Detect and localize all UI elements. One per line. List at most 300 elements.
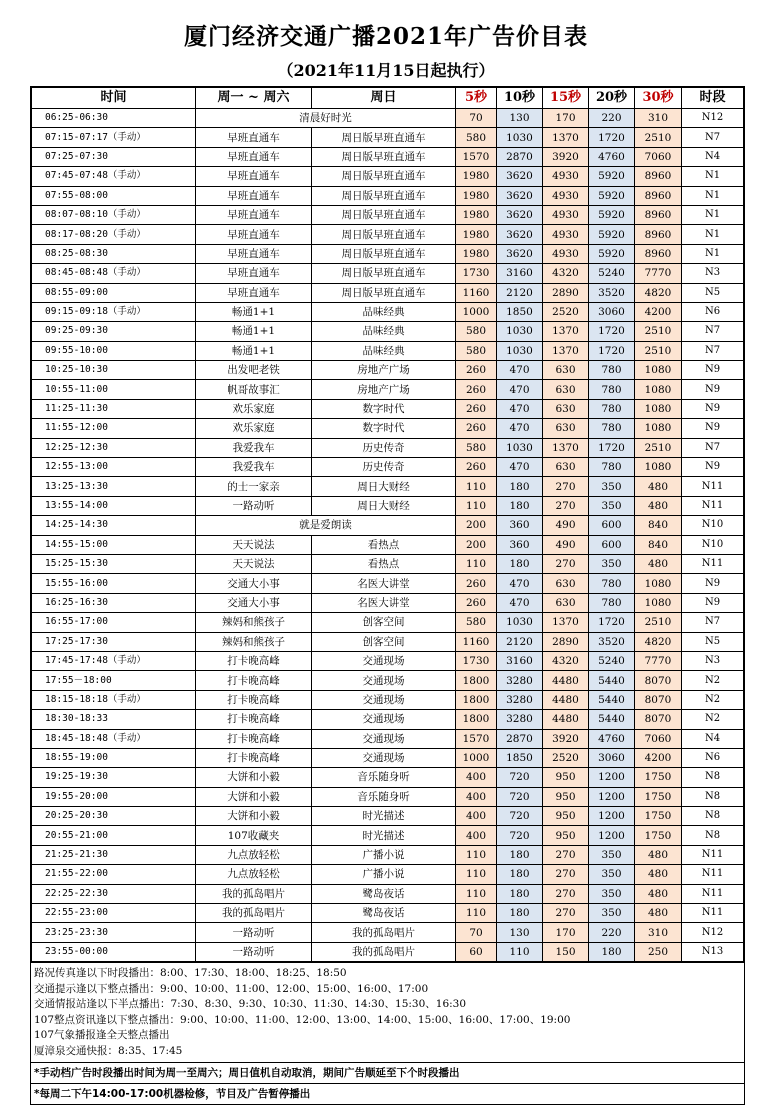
weekday-program-cell: 九点放轻松	[196, 845, 312, 864]
weekday-program-cell: 早班直通车	[196, 128, 312, 147]
table-row	[32, 535, 744, 554]
table-row	[32, 768, 744, 787]
price-sheet	[30, 86, 745, 1105]
table-row	[32, 748, 744, 767]
slot-code-cell: N7	[682, 128, 744, 147]
table-row	[32, 419, 744, 438]
time-cell: 07:55-08:00	[32, 186, 196, 205]
price-cell: 630	[543, 380, 589, 399]
table-row	[32, 904, 744, 923]
sunday-program-cell: 时光描述	[312, 807, 456, 826]
price-cell: 3520	[589, 283, 635, 302]
price-cell: 8960	[635, 244, 682, 263]
time-cell: 07:15-07:17（手动）	[32, 128, 196, 147]
weekday-program-cell: 107收藏夹	[196, 826, 312, 845]
price-cell: 7770	[635, 264, 682, 283]
price-cell: 1030	[497, 613, 543, 632]
price-cell: 1850	[497, 302, 543, 321]
slot-code-cell: N10	[682, 516, 744, 535]
weekday-program-cell: 一路动听	[196, 942, 312, 961]
price-cell: 470	[497, 399, 543, 418]
price-cell: 480	[635, 477, 682, 496]
price-cell: 1370	[543, 438, 589, 457]
time-cell: 17:45-17:48（手动）	[32, 651, 196, 670]
table-row	[32, 632, 744, 651]
price-cell: 110	[456, 554, 497, 573]
slot-code-cell: N12	[682, 923, 744, 942]
price-cell: 180	[589, 942, 635, 961]
price-cell: 720	[497, 768, 543, 787]
sunday-program-cell: 周日版早班直通车	[312, 167, 456, 186]
weekday-program-cell: 辣妈和熊孩子	[196, 632, 312, 651]
header-5s: 5秒	[456, 88, 497, 109]
price-cell: 1800	[456, 690, 497, 709]
price-cell: 1730	[456, 264, 497, 283]
sunday-program-cell: 鹭岛夜话	[312, 904, 456, 923]
price-cell: 480	[635, 904, 682, 923]
price-cell: 8070	[635, 671, 682, 690]
price-cell: 1750	[635, 826, 682, 845]
time-cell: 08:25-08:30	[32, 244, 196, 263]
table-row	[32, 671, 744, 690]
time-cell: 16:25-16:30	[32, 593, 196, 612]
footer-notes	[31, 1062, 744, 1104]
table-row	[32, 651, 744, 670]
price-cell: 260	[456, 361, 497, 380]
slot-code-cell: N8	[682, 826, 744, 845]
price-cell: 1030	[497, 341, 543, 360]
slot-code-cell: N12	[682, 109, 744, 128]
price-cell: 1720	[589, 438, 635, 457]
slot-code-cell: N1	[682, 205, 744, 224]
price-cell: 1160	[456, 632, 497, 651]
table-row	[32, 826, 744, 845]
price-cell: 4930	[543, 167, 589, 186]
price-cell: 1720	[589, 322, 635, 341]
time-cell: 19:55-20:00	[32, 787, 196, 806]
price-cell: 8070	[635, 710, 682, 729]
table-row	[32, 147, 744, 166]
price-cell: 720	[497, 826, 543, 845]
price-cell: 720	[497, 807, 543, 826]
price-cell: 1750	[635, 787, 682, 806]
sunday-program-cell: 周日版早班直通车	[312, 186, 456, 205]
weekday-program-cell: 大饼和小毅	[196, 787, 312, 806]
weekday-program-cell: 九点放轻松	[196, 865, 312, 884]
sunday-program-cell: 周日版早班直通车	[312, 147, 456, 166]
table-row	[32, 438, 744, 457]
header-time: 时间	[32, 88, 196, 109]
price-cell: 270	[543, 554, 589, 573]
price-cell: 1000	[456, 302, 497, 321]
header-10s: 10秒	[497, 88, 543, 109]
time-cell: 08:17-08:20（手动）	[32, 225, 196, 244]
price-cell: 170	[543, 923, 589, 942]
price-cell: 2510	[635, 322, 682, 341]
table-row	[32, 361, 744, 380]
time-cell: 18:30-18:33	[32, 710, 196, 729]
weekday-program-cell: 天天说法	[196, 554, 312, 573]
price-cell: 600	[589, 535, 635, 554]
slot-code-cell: N5	[682, 632, 744, 651]
price-cell: 110	[456, 845, 497, 864]
time-cell: 11:55-12:00	[32, 419, 196, 438]
slot-code-cell: N3	[682, 651, 744, 670]
price-cell: 8960	[635, 167, 682, 186]
price-cell: 350	[589, 845, 635, 864]
time-cell: 20:25-20:30	[32, 807, 196, 826]
price-cell: 630	[543, 458, 589, 477]
sunday-program-cell: 广播小说	[312, 865, 456, 884]
price-cell: 580	[456, 613, 497, 632]
price-cell: 1080	[635, 399, 682, 418]
price-cell: 630	[543, 361, 589, 380]
price-cell: 2510	[635, 341, 682, 360]
header-slot: 时段	[682, 88, 744, 109]
table-row	[32, 729, 744, 748]
time-cell: 13:55-14:00	[32, 496, 196, 515]
price-cell: 110	[456, 496, 497, 515]
price-cell: 470	[497, 380, 543, 399]
price-cell: 180	[497, 554, 543, 573]
sunday-program-cell: 历史传奇	[312, 438, 456, 457]
price-cell: 600	[589, 516, 635, 535]
price-cell: 2510	[635, 128, 682, 147]
price-cell: 4480	[543, 671, 589, 690]
price-cell: 3920	[543, 729, 589, 748]
price-cell: 5240	[589, 651, 635, 670]
price-cell: 2870	[497, 147, 543, 166]
price-cell: 180	[497, 496, 543, 515]
table-row	[32, 458, 744, 477]
weekday-program-cell: 打卡晚高峰	[196, 710, 312, 729]
price-cell: 110	[456, 477, 497, 496]
price-cell: 2120	[497, 632, 543, 651]
price-cell: 110	[456, 904, 497, 923]
price-cell: 5920	[589, 225, 635, 244]
table-row	[32, 322, 744, 341]
time-cell: 18:45-18:48（手动）	[32, 729, 196, 748]
page-subtitle: （2021年11月15日起执行）	[277, 61, 495, 80]
price-cell: 310	[635, 109, 682, 128]
price-cell: 360	[497, 516, 543, 535]
slot-code-cell: N9	[682, 419, 744, 438]
price-cell: 1200	[589, 826, 635, 845]
weekday-program-cell: 我爱我车	[196, 458, 312, 477]
slot-code-cell: N9	[682, 574, 744, 593]
price-cell: 3620	[497, 225, 543, 244]
slot-code-cell: N11	[682, 477, 744, 496]
sunday-program-cell: 看热点	[312, 554, 456, 573]
header-sunday: 周日	[312, 88, 456, 109]
price-cell: 70	[456, 109, 497, 128]
price-cell: 3060	[589, 748, 635, 767]
price-cell: 1080	[635, 574, 682, 593]
header-30s: 30秒	[635, 88, 682, 109]
price-cell: 3060	[589, 302, 635, 321]
time-cell: 13:25-13:30	[32, 477, 196, 496]
sunday-program-cell: 音乐随身听	[312, 768, 456, 787]
note-line: 交通提示逢以下整点播出：9:00、10:00、11:00、12:00、15:00、16:00、17:00	[34, 982, 429, 995]
slot-code-cell: N8	[682, 787, 744, 806]
time-cell: 21:25-21:30	[32, 845, 196, 864]
price-cell: 780	[589, 458, 635, 477]
weekday-program-cell: 天天说法	[196, 535, 312, 554]
price-cell: 780	[589, 419, 635, 438]
sunday-program-cell: 数字时代	[312, 399, 456, 418]
price-cell: 260	[456, 458, 497, 477]
price-cell: 1980	[456, 167, 497, 186]
note-line: 107气象播报逢全天整点播出	[34, 1029, 170, 1042]
price-cell: 4820	[635, 632, 682, 651]
price-cell: 780	[589, 380, 635, 399]
price-cell: 110	[456, 884, 497, 903]
slot-code-cell: N9	[682, 361, 744, 380]
sunday-program-cell: 名医大讲堂	[312, 593, 456, 612]
table-row	[32, 574, 744, 593]
price-cell: 220	[589, 923, 635, 942]
price-cell: 1980	[456, 186, 497, 205]
price-cell: 470	[497, 361, 543, 380]
weekday-program-cell: 打卡晚高峰	[196, 671, 312, 690]
price-cell: 5240	[589, 264, 635, 283]
weekday-program-cell: 出发吧老铁	[196, 361, 312, 380]
sunday-program-cell: 广播小说	[312, 845, 456, 864]
price-cell: 1200	[589, 807, 635, 826]
price-cell: 200	[456, 516, 497, 535]
price-cell: 780	[589, 399, 635, 418]
weekday-program-cell: 早班直通车	[196, 186, 312, 205]
price-cell: 840	[635, 516, 682, 535]
slot-code-cell: N2	[682, 690, 744, 709]
price-cell: 270	[543, 845, 589, 864]
note-line: 107整点资讯逢以下整点播出：9:00、10:00、11:00、12:00、13:00、14:00、15:00、16:00、17:00、19:00	[34, 1013, 571, 1026]
sunday-program-cell: 时光描述	[312, 826, 456, 845]
price-cell: 180	[497, 477, 543, 496]
price-cell: 480	[635, 884, 682, 903]
table-row	[32, 264, 744, 283]
weekday-program-cell: 辣妈和熊孩子	[196, 613, 312, 632]
price-cell: 1570	[456, 729, 497, 748]
table-row	[32, 613, 744, 632]
table-row	[32, 109, 744, 128]
table-row	[32, 399, 744, 418]
table-row	[32, 244, 744, 263]
time-cell: 08:45-08:48（手动）	[32, 264, 196, 283]
price-cell: 4480	[543, 690, 589, 709]
price-cell: 2520	[543, 302, 589, 321]
price-cell: 260	[456, 380, 497, 399]
price-cell: 400	[456, 787, 497, 806]
weekday-program-cell: 早班直通车	[196, 225, 312, 244]
price-cell: 3520	[589, 632, 635, 651]
price-cell: 130	[497, 109, 543, 128]
price-cell: 70	[456, 923, 497, 942]
price-cell: 1980	[456, 205, 497, 224]
price-cell: 400	[456, 768, 497, 787]
price-cell: 1200	[589, 787, 635, 806]
price-cell: 580	[456, 128, 497, 147]
time-cell: 23:55-00:00	[32, 942, 196, 961]
time-cell: 15:25-15:30	[32, 554, 196, 573]
slot-code-cell: N13	[682, 942, 744, 961]
program-cell-merged: 就是爱朗读	[196, 516, 456, 535]
price-cell: 4760	[589, 729, 635, 748]
price-cell: 8960	[635, 205, 682, 224]
table-row	[32, 380, 744, 399]
slot-code-cell: N7	[682, 613, 744, 632]
sunday-program-cell: 周日大财经	[312, 477, 456, 496]
price-cell: 1080	[635, 458, 682, 477]
slot-code-cell: N8	[682, 768, 744, 787]
sunday-program-cell: 周日版早班直通车	[312, 128, 456, 147]
sunday-program-cell: 交通现场	[312, 710, 456, 729]
table-row	[32, 167, 744, 186]
weekday-program-cell: 交通大小事	[196, 574, 312, 593]
price-cell: 180	[497, 904, 543, 923]
slot-code-cell: N2	[682, 710, 744, 729]
slot-code-cell: N1	[682, 167, 744, 186]
note-line: 交通情报站逢以下半点播出：7:30、8:30、9:30、10:30、11:30、14:30、15:30、16:30	[34, 998, 467, 1011]
time-cell: 07:45-07:48（手动）	[32, 167, 196, 186]
price-cell: 4320	[543, 264, 589, 283]
sunday-program-cell: 周日版早班直通车	[312, 283, 456, 302]
price-cell: 3620	[497, 167, 543, 186]
price-cell: 260	[456, 399, 497, 418]
price-cell: 5440	[589, 690, 635, 709]
time-cell: 12:55-13:00	[32, 458, 196, 477]
weekday-program-cell: 一路动听	[196, 923, 312, 942]
weekday-program-cell: 一路动听	[196, 496, 312, 515]
price-cell: 2120	[497, 283, 543, 302]
price-cell: 1080	[635, 593, 682, 612]
table-row	[32, 807, 744, 826]
table-row	[32, 341, 744, 360]
price-cell: 3280	[497, 710, 543, 729]
price-cell: 7060	[635, 729, 682, 748]
sunday-program-cell: 品味经典	[312, 341, 456, 360]
price-cell: 200	[456, 535, 497, 554]
weekday-program-cell: 打卡晚高峰	[196, 690, 312, 709]
weekday-program-cell: 早班直通车	[196, 264, 312, 283]
price-cell: 780	[589, 593, 635, 612]
price-cell: 2510	[635, 438, 682, 457]
price-cell: 270	[543, 496, 589, 515]
price-cell: 110	[497, 942, 543, 961]
slot-code-cell: N9	[682, 458, 744, 477]
slot-code-cell: N11	[682, 865, 744, 884]
price-cell: 8070	[635, 690, 682, 709]
time-cell: 08:55-09:00	[32, 283, 196, 302]
page-title: 厦门经济交通广播2021年广告价目表	[183, 23, 588, 50]
price-cell: 5920	[589, 205, 635, 224]
sunday-program-cell: 周日大财经	[312, 496, 456, 515]
price-cell: 490	[543, 516, 589, 535]
price-cell: 1850	[497, 748, 543, 767]
weekday-program-cell: 交通大小事	[196, 593, 312, 612]
slot-code-cell: N11	[682, 845, 744, 864]
time-cell: 10:25-10:30	[32, 361, 196, 380]
table-row	[32, 865, 744, 884]
sunday-program-cell: 品味经典	[312, 302, 456, 321]
price-cell: 4200	[635, 302, 682, 321]
price-cell: 2890	[543, 283, 589, 302]
sunday-program-cell: 品味经典	[312, 322, 456, 341]
price-cell: 270	[543, 865, 589, 884]
weekday-program-cell: 欢乐家庭	[196, 399, 312, 418]
price-cell: 2520	[543, 748, 589, 767]
weekday-program-cell: 早班直通车	[196, 205, 312, 224]
header-15s: 15秒	[543, 88, 589, 109]
header-20s: 20秒	[589, 88, 635, 109]
price-cell: 5920	[589, 167, 635, 186]
price-cell: 5920	[589, 244, 635, 263]
slot-code-cell: N1	[682, 186, 744, 205]
price-cell: 250	[635, 942, 682, 961]
time-cell: 06:25-06:30	[32, 109, 196, 128]
sunday-program-cell: 创客空间	[312, 613, 456, 632]
table-row	[32, 516, 744, 535]
footer-note: *手动档广告时段播出时间为周一至周六；周日值机自动取消，期间广告顺延至下个时段播出	[31, 1062, 744, 1083]
price-cell: 3160	[497, 651, 543, 670]
price-cell: 4760	[589, 147, 635, 166]
header-weekday: 周一 ~ 周六	[196, 88, 312, 109]
weekday-program-cell: 早班直通车	[196, 147, 312, 166]
price-cell: 630	[543, 574, 589, 593]
price-cell: 470	[497, 593, 543, 612]
price-cell: 4480	[543, 710, 589, 729]
time-cell: 16:55-17:00	[32, 613, 196, 632]
slot-code-cell: N7	[682, 438, 744, 457]
time-cell: 10:55-11:00	[32, 380, 196, 399]
price-cell: 60	[456, 942, 497, 961]
price-cell: 350	[589, 554, 635, 573]
program-cell-merged: 清晨好时光	[196, 109, 456, 128]
table-header-row	[32, 88, 744, 109]
price-cell: 150	[543, 942, 589, 961]
price-cell: 180	[497, 845, 543, 864]
price-cell: 260	[456, 574, 497, 593]
price-cell: 2870	[497, 729, 543, 748]
price-cell: 780	[589, 574, 635, 593]
price-cell: 8960	[635, 186, 682, 205]
price-cell: 350	[589, 865, 635, 884]
price-cell: 400	[456, 807, 497, 826]
price-cell: 4930	[543, 244, 589, 263]
price-cell: 270	[543, 477, 589, 496]
weekday-program-cell: 大饼和小毅	[196, 768, 312, 787]
price-cell: 1800	[456, 710, 497, 729]
table-row	[32, 884, 744, 903]
slot-code-cell: N9	[682, 380, 744, 399]
slot-code-cell: N3	[682, 264, 744, 283]
price-cell: 260	[456, 593, 497, 612]
slot-code-cell: N9	[682, 399, 744, 418]
price-cell: 1200	[589, 768, 635, 787]
slot-code-cell: N5	[682, 283, 744, 302]
weekday-program-cell: 欢乐家庭	[196, 419, 312, 438]
table-row	[32, 923, 744, 942]
price-cell: 1750	[635, 807, 682, 826]
table-row	[32, 477, 744, 496]
slot-code-cell: N11	[682, 496, 744, 515]
slot-code-cell: N4	[682, 147, 744, 166]
price-cell: 580	[456, 341, 497, 360]
table-row	[32, 690, 744, 709]
price-cell: 3620	[497, 186, 543, 205]
price-cell: 950	[543, 768, 589, 787]
time-cell: 17:25-17:30	[32, 632, 196, 651]
